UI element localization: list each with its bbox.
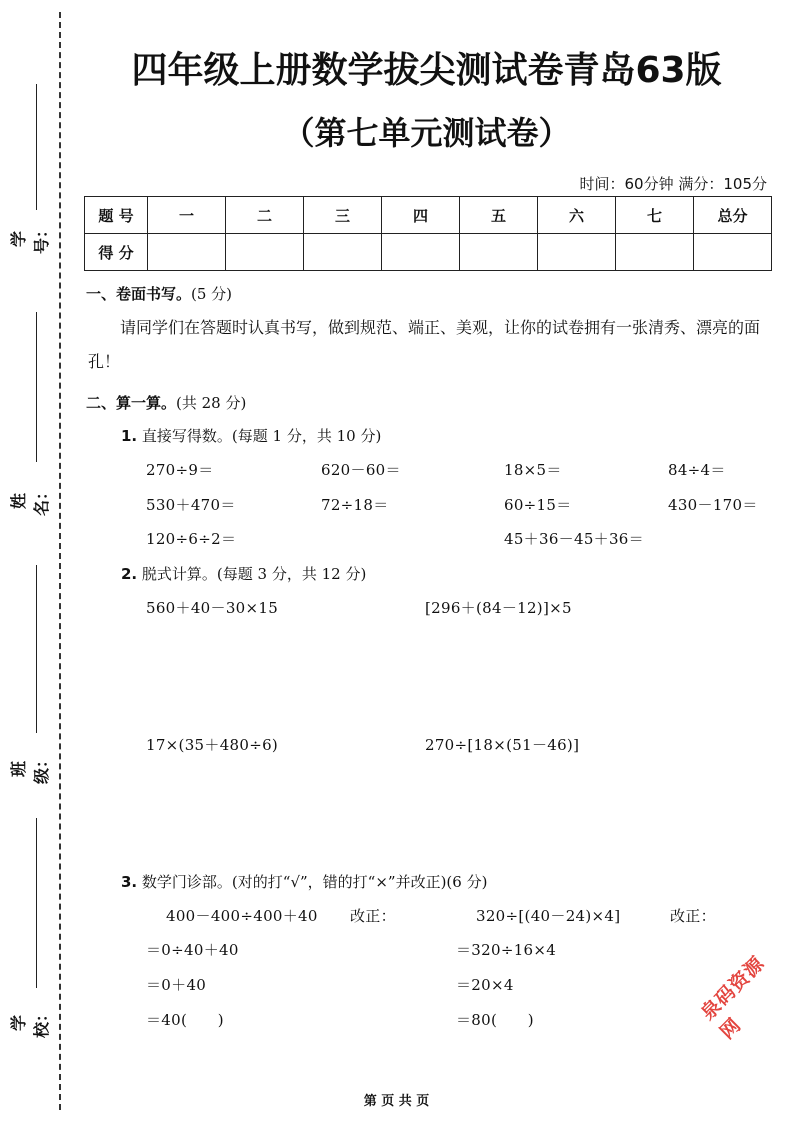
q1-title: 1. 直接写得数。(每题 1 分，共 10 分) (121, 427, 382, 445)
q3-left-line: ＝40( ) (146, 1011, 224, 1029)
score-cell[interactable] (694, 234, 772, 271)
class-blank[interactable] (36, 565, 37, 733)
page-subtitle: （第七单元测试卷） (282, 114, 571, 152)
score-table (84, 196, 772, 271)
table-cell: 总分 (694, 197, 772, 234)
q1-item: 18×5＝ (504, 461, 562, 479)
class-label: 班级： (9, 751, 51, 784)
school-label: 学校： (9, 1005, 51, 1038)
page-title: 四年级上册数学拔尖测试卷青岛63版 (131, 50, 722, 91)
q2-item: 270÷[18×(51－46)] (425, 736, 580, 754)
q1-item: 84÷4＝ (668, 461, 726, 479)
score-cell[interactable] (538, 234, 616, 271)
q3-left-correction-label: 改正： (350, 907, 396, 925)
score-cell[interactable] (382, 234, 460, 271)
table-cell: 四 (382, 197, 460, 234)
score-cell[interactable] (616, 234, 694, 271)
q2-item: 560＋40－30×15 (146, 599, 279, 617)
q1-item: 60÷15＝ (504, 496, 572, 514)
table-cell: 五 (460, 197, 538, 234)
section1-text: 请同学们在答题时认真书写，做到规范、端正、美观，让你的试卷拥有一张清秀、漂亮的面孔！ (88, 318, 761, 371)
score-cell[interactable] (460, 234, 538, 271)
score-table-header-row (85, 197, 772, 234)
q3-left-line: ＝0＋40 (146, 976, 207, 994)
table-cell: 一 (148, 197, 226, 234)
page-footer: 第 页 共 页 (363, 1094, 430, 1109)
section1-heading: 一、卷面书写。(5 分) (86, 285, 233, 303)
name-label: 姓名： (9, 483, 51, 516)
q2-title: 2. 脱式计算。(每题 3 分，共 12 分) (121, 565, 367, 583)
q1-item: 120÷6÷2＝ (146, 530, 237, 548)
q3-left-line: 400－400÷400＋40 (166, 907, 318, 925)
q3-title: 3. 数学门诊部。(对的打“√”，错的打“×”并改正)(6 分) (121, 873, 488, 891)
score-cell[interactable] (148, 234, 226, 271)
section2-heading: 二、算一算。(共 28 分) (86, 394, 247, 412)
q1-item: 620－60＝ (321, 461, 401, 479)
q2-item: 17×(35＋480÷6) (146, 736, 279, 754)
table-cell: 七 (616, 197, 694, 234)
q3-right-line: ＝20×4 (456, 976, 514, 994)
exam-meta: 时间：60分钟 满分：105分 (579, 175, 767, 193)
q1-item: 72÷18＝ (321, 496, 389, 514)
table-cell: 六 (538, 197, 616, 234)
q1-item: 430－170＝ (668, 496, 758, 514)
q1-item: 530＋470＝ (146, 496, 236, 514)
table-cell: 二 (226, 197, 304, 234)
student-id-label: 学号： (9, 221, 51, 254)
score-cell[interactable] (226, 234, 304, 271)
q1-item: 45＋36－45＋36＝ (504, 530, 644, 548)
q3-right-line: ＝320÷16×4 (456, 941, 557, 959)
q3-left-line: ＝0÷40＋40 (146, 941, 239, 959)
q3-right-line: 320÷[(40－24)×4] (476, 907, 621, 925)
q1-item: 270÷9＝ (146, 461, 214, 479)
table-cell: 三 (304, 197, 382, 234)
table-cell: 题 号 (85, 197, 148, 234)
school-blank[interactable] (36, 818, 37, 988)
q3-right-line: ＝80( ) (456, 1011, 534, 1029)
table-cell: 得 分 (85, 234, 148, 271)
score-cell[interactable] (304, 234, 382, 271)
q2-item: [296＋(84－12)]×5 (425, 599, 572, 617)
watermark-stamp: 泉码资源网 (696, 952, 769, 1044)
name-blank[interactable] (36, 312, 37, 462)
binding-dashed-line (59, 12, 61, 1110)
q3-right-correction-label: 改正： (670, 907, 716, 925)
score-table-score-row (85, 234, 772, 271)
